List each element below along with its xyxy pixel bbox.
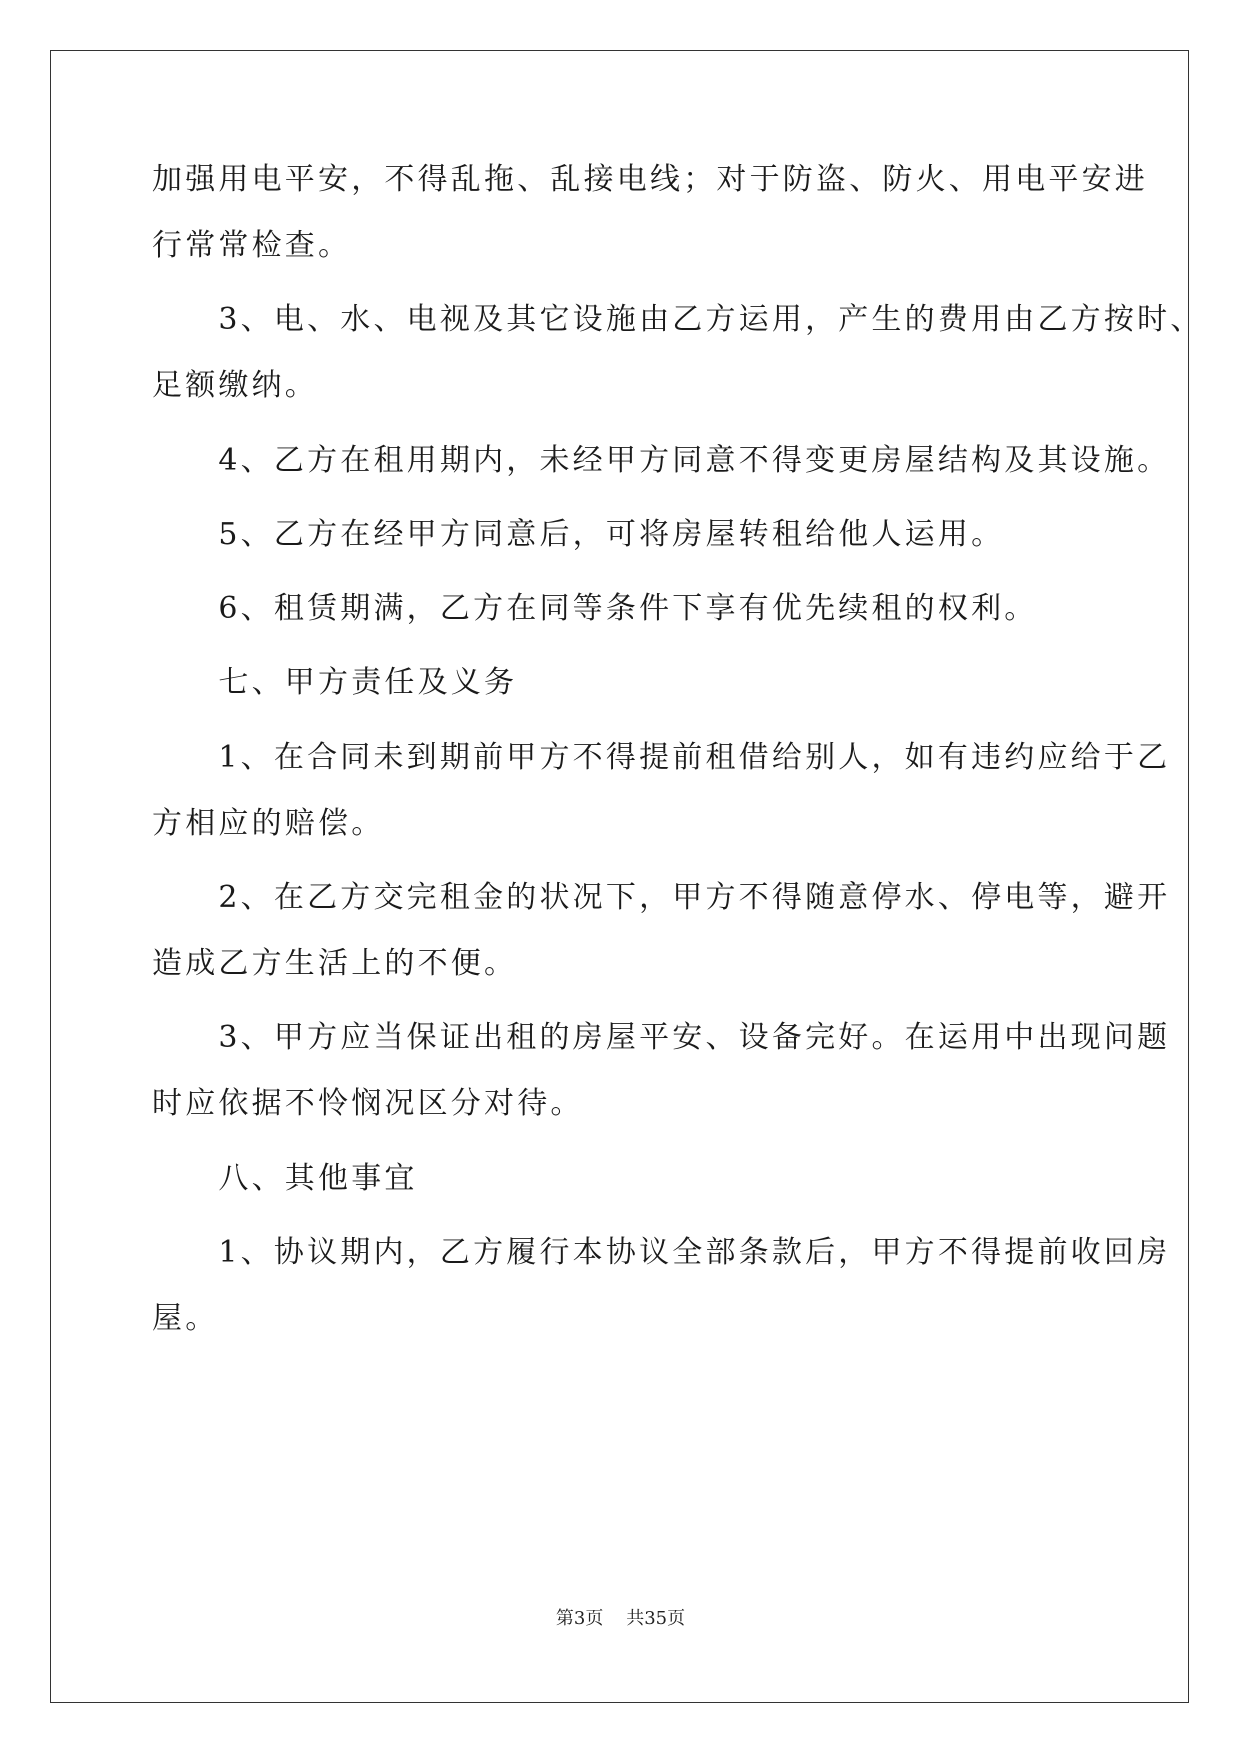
section-heading: 七、甲方责任及义务 [152, 665, 518, 700]
text-line: 方相应的赔偿。 [152, 806, 385, 841]
text-line: 6、租赁期满，乙方在同等条件下享有优先续租的权利。 [152, 591, 1038, 626]
text-line: 3、电、水、电视及其它设施由乙方运用，产生的费用由乙方按时、 [152, 302, 1204, 337]
text-line: 造成乙方生活上的不便。 [152, 946, 518, 981]
text-line: 加强用电平安，不得乱拖、乱接电线；对于防盗、防火、用电平安进 [152, 162, 1148, 197]
page-border [50, 50, 1189, 1703]
text-line: 时应依据不怜悯况区分对待。 [152, 1086, 584, 1121]
text-line: 足额缴纳。 [152, 368, 318, 403]
text-line: 1、协议期内，乙方履行本协议全部条款后，甲方不得提前收回房 [152, 1235, 1171, 1270]
page-number-total: 共35页 [626, 1608, 686, 1629]
text-line: 4、乙方在租用期内，未经甲方同意不得变更房屋结构及其设施。 [152, 443, 1171, 478]
text-line: 2、在乙方交完租金的状况下，甲方不得随意停水、停电等，避开 [152, 880, 1171, 915]
text-line: 行常常检查。 [152, 228, 352, 263]
page-footer [0, 1609, 1241, 1629]
section-heading: 八、其他事宜 [152, 1161, 418, 1196]
text-line: 5、乙方在经甲方同意后，可将房屋转租给他人运用。 [152, 517, 1005, 552]
text-line: 3、甲方应当保证出租的房屋平安、设备完好。在运用中出现问题 [152, 1020, 1171, 1055]
text-line: 屋。 [152, 1301, 219, 1336]
page-number-current: 第3页 [555, 1608, 604, 1629]
text-line: 1、在合同未到期前甲方不得提前租借给别人，如有违约应给于乙 [152, 740, 1171, 775]
